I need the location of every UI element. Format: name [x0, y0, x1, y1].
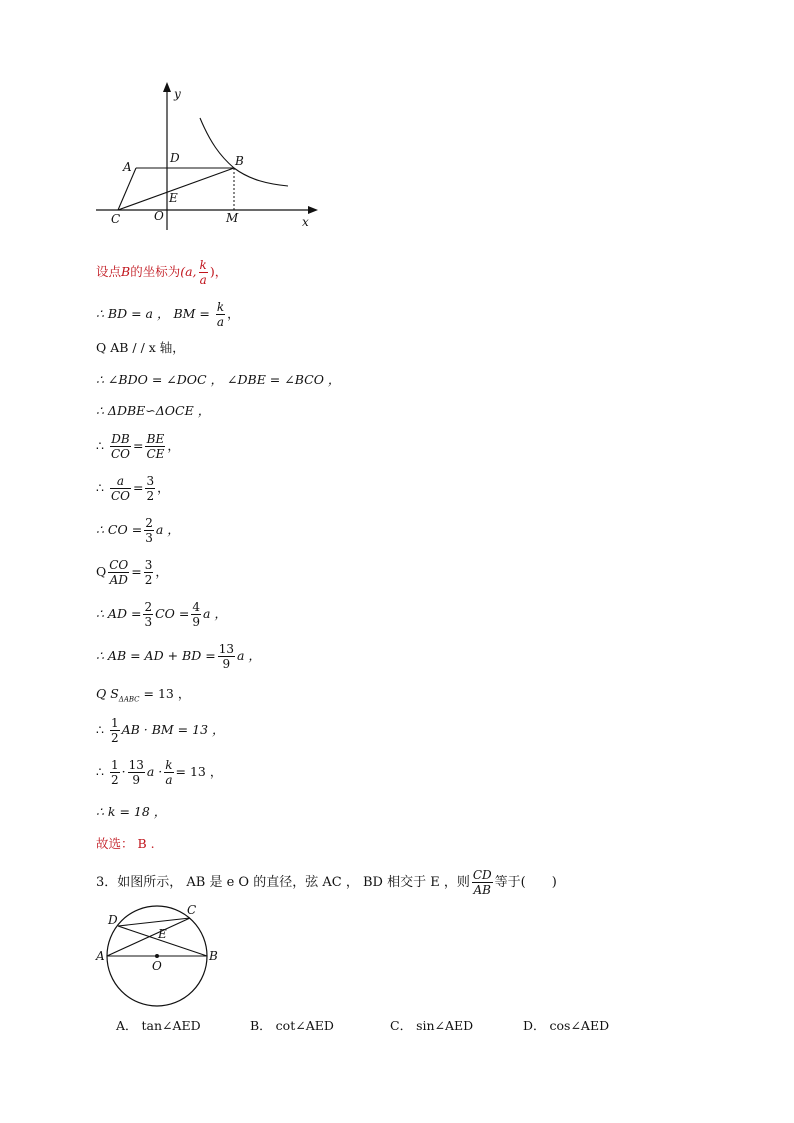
label-B: B [235, 154, 244, 168]
line-7: ∴ $\frac{a}{CO}$ = $\frac{3}{2}$ ， [96, 474, 170, 503]
line-3: Q AB / / x 轴， [96, 340, 185, 355]
line-2: ∴ BD = a ， BM = $\frac{k}{a}$ ， [96, 300, 240, 329]
line-14: ∴ $\frac{1}{2}$ · $\frac{13}{9}$ a · $\frac{k}{a}$ = 13 ， [96, 758, 223, 787]
circle-label-B: B [209, 949, 218, 963]
label-C: C [111, 212, 121, 226]
label-y: y [174, 87, 181, 101]
line-9: Q $\frac{CO}{AD}$ = $\frac{3}{2}$ ， [96, 558, 168, 587]
option-B[interactable]: B． cot∠AED [250, 1018, 334, 1033]
line-11: ∴ AB = AD + BD = $\frac{13}{9}$ a ， [96, 642, 261, 671]
x-axis-arrow [308, 206, 318, 214]
option-C[interactable]: C． sin∠AED [390, 1018, 474, 1033]
label-A: A [123, 160, 132, 174]
circle-label-D: D [108, 913, 118, 927]
line-10: ∴ AD = $\frac{2}{3}$ CO = $\frac{4}{9}$ a ， [96, 600, 227, 629]
circle-figure [94, 900, 224, 1012]
line-4: ∴ ∠BDO = ∠DOC ， ∠DBE = ∠BCO ， [96, 372, 341, 387]
circle-label-E: E [158, 927, 167, 941]
coordinate-graph [92, 80, 332, 236]
line-8: ∴ CO = $\frac{2}{3}$ a ， [96, 516, 180, 545]
question-3: 3．如图所示， AB 是 e O 的直径，弦 AC ， BD 相交于 E ，则 $\frac{CD}{AB}$ 等于( ) [96, 868, 557, 897]
line-16-answer: 故选： B . [96, 836, 155, 851]
label-M: M [226, 211, 239, 225]
line-6: ∴ $\frac{DB}{CO}$ = $\frac{BE}{CE}$ ， [96, 432, 180, 461]
segment-AC [118, 168, 136, 210]
line-12: Q $S_{\Delta ABC} = 13$ ， [96, 686, 191, 704]
label-O: O [154, 209, 164, 223]
line-5: ∴ ΔDBE∽ΔOCE ， [96, 403, 211, 418]
label-D: D [170, 151, 180, 165]
line-15: ∴ k = 18 ， [96, 804, 167, 819]
line-1: 设点B的坐标为(a, $\frac{k}{a}$ )， [96, 258, 228, 287]
option-D[interactable]: D． cos∠AED [523, 1018, 610, 1033]
circle-label-C: C [187, 903, 197, 917]
chord-DC [118, 918, 190, 926]
center-point [155, 954, 159, 958]
line-13: ∴ $\frac{1}{2}$ AB · BM = 13 ， [96, 716, 225, 745]
label-x: x [302, 215, 309, 229]
y-axis-arrow [163, 82, 171, 92]
label-E: E [169, 191, 178, 205]
option-A[interactable]: A． tan∠AED [116, 1018, 201, 1033]
circle-label-O: O [152, 959, 162, 973]
circle-label-A: A [96, 949, 105, 963]
